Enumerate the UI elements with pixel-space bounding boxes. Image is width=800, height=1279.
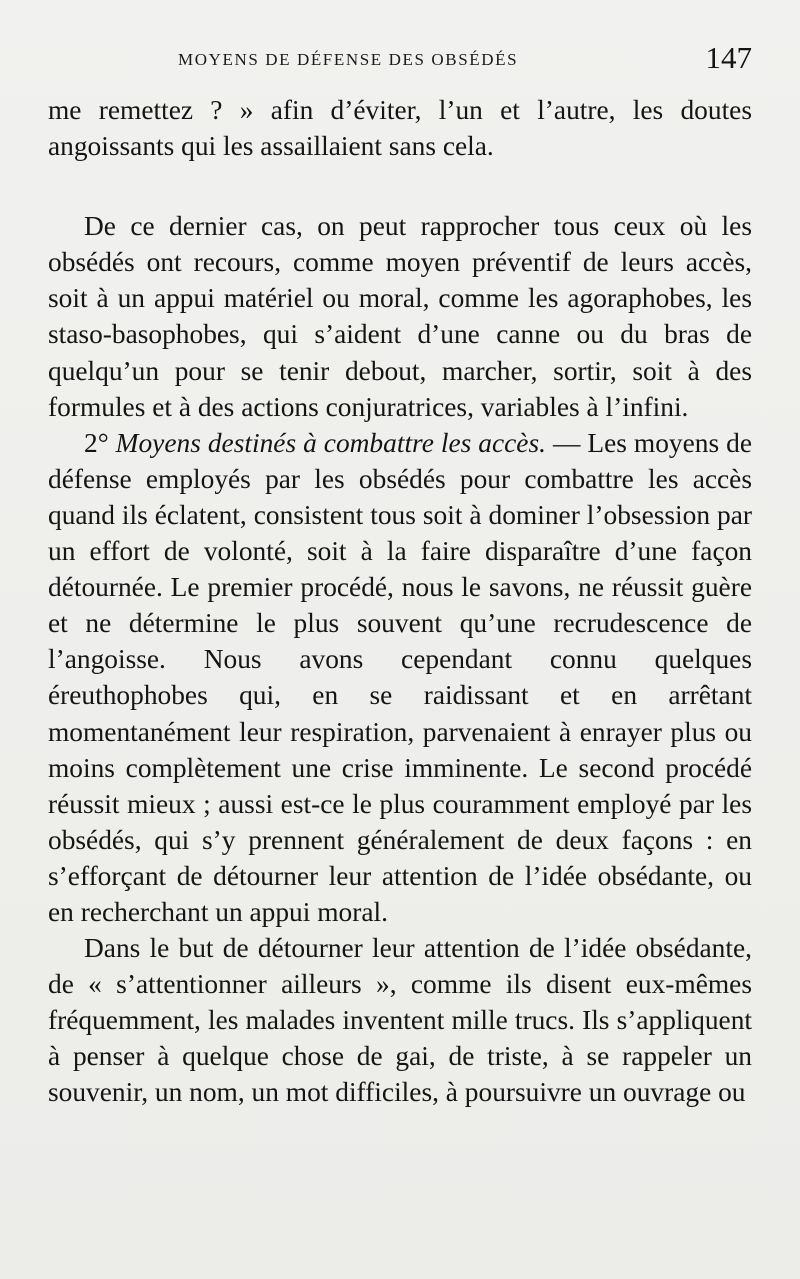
running-head [48, 40, 752, 92]
section-heading: Moyens destinés à combattre les accès. [115, 427, 546, 458]
paragraph-gap [48, 164, 752, 208]
paragraph-preventive-means: De ce dernier cas, on peut rapprocher tous ceux où les obsédés ont recours, comme moyen préventif de leurs accès, soit à un appui matériel ou moral, comme les agoraphobes, les staso-basophobes, qui s’aident d’une canne ou du bras de quelqu’un pour se tenir debout, marcher, sortir, soit à des formules et à des actions conjuratrices, variables à l’infini. [48, 211, 752, 422]
paragraph-combat-means [48, 425, 752, 930]
page-number: 147 [705, 40, 752, 75]
page-body [48, 92, 752, 1111]
section-number: 2° [84, 427, 109, 458]
paragraph-continued: me remettez ? » afin d’éviter, l’un et l’autre, les doutes angoissants qui les assaillaient sans cela. [48, 95, 752, 162]
paragraph-distraction: Dans le but de détourner leur attention de l’idée obsédante, de « s’attentionner ailleurs », comme ils disent eux-mêmes fréquemment, les malades inventent mille trucs. Ils s’appliquent à penser à quelque chose de gai, de triste, à se rappeler un souvenir, un nom, un mot difficiles, à poursuivre un ouvrage ou [48, 933, 752, 1108]
running-title: MOYENS DE DÉFENSE DES OBSÉDÉS [178, 50, 519, 69]
section-text: — Les moyens de défense employés par les obsédés pour combattre les accès quand ils éclatent, consistent tous soit à dominer l’obsession par un effort de volonté, soit à la faire disparaître d’une façon détournée. Le premier procédé, nous le savons, ne réussit guère et ne détermine le plus souvent qu’une recrudescence de l’angoisse. Nous avons cependant connu quelques éreuthophobes qui, en se raidissant et en arrêtant momentanément leur respiration, parvenaient à enrayer plus ou moins complètement une crise imminente. Le second procédé réussit mieux ; aussi est-ce le plus couramment employé par les obsédés, qui s’y prennent généralement de deux façons : en s’efforçant de détourner leur attention de l’idée obsédante, ou en recherchant un appui moral. [48, 427, 752, 927]
